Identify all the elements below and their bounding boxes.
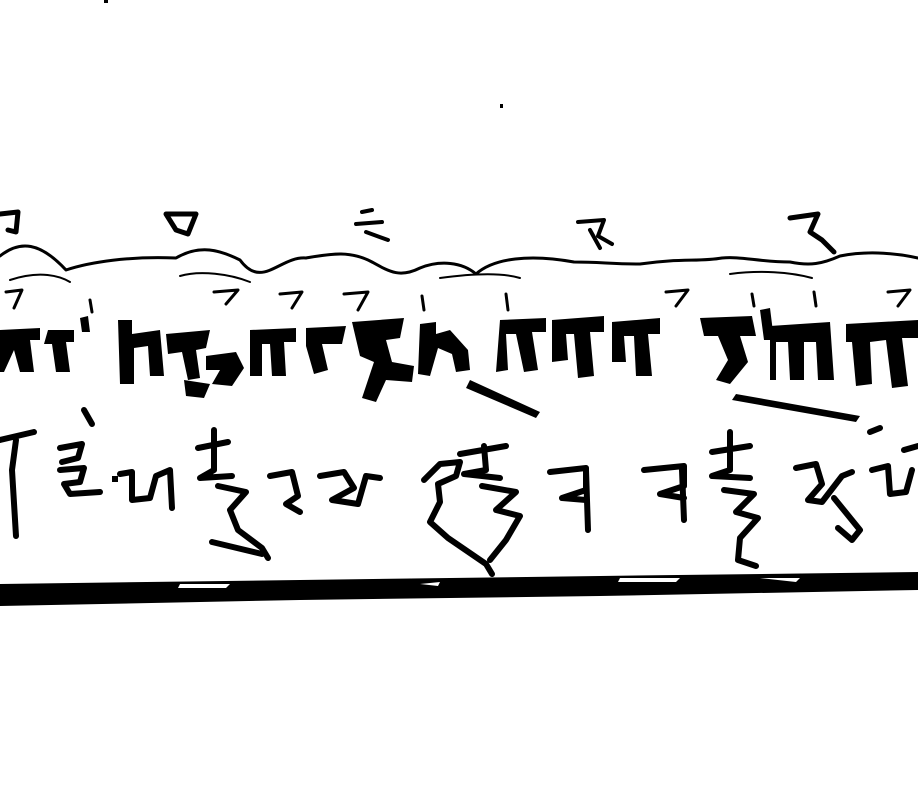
upper-glyph <box>44 316 90 372</box>
upper-glyph <box>352 318 414 402</box>
top-mark <box>356 210 388 240</box>
tsheg-mark <box>112 476 118 482</box>
speck <box>500 104 503 108</box>
upper-glyph <box>496 318 546 372</box>
upper-glyph <box>250 328 296 376</box>
lower-glyph <box>0 432 34 536</box>
lower-glyph <box>270 472 300 512</box>
top-mark <box>0 212 18 232</box>
upper-glyph <box>206 352 244 386</box>
upper-glyph <box>846 320 918 388</box>
upper-glyph <box>612 318 660 376</box>
lower-glyph <box>796 464 860 540</box>
lower-glyph <box>198 430 268 558</box>
top-mark <box>166 214 196 234</box>
upper-text-line <box>0 308 918 422</box>
top-marks-row <box>0 210 834 252</box>
upper-small-marks <box>6 290 910 312</box>
upper-glyph <box>0 328 40 372</box>
stray-specks <box>104 0 503 108</box>
upper-glyph <box>306 326 346 374</box>
upper-glyph <box>700 308 860 422</box>
lower-glyph <box>120 470 172 508</box>
upper-glyph <box>166 330 210 398</box>
upper-glyph <box>118 320 164 384</box>
lower-glyph <box>870 428 918 494</box>
top-mark <box>578 220 612 248</box>
lower-glyph <box>644 466 684 520</box>
lower-glyph <box>60 410 100 494</box>
vowel-curves <box>0 246 918 282</box>
lower-text-line <box>0 410 918 574</box>
lower-glyph <box>460 446 520 560</box>
upper-glyph <box>552 316 604 378</box>
top-mark <box>790 214 834 252</box>
lower-glyph <box>320 472 380 504</box>
lower-glyph <box>550 468 588 530</box>
leaf-bottom-border <box>0 572 918 606</box>
lower-glyph <box>712 432 758 566</box>
upper-glyph <box>770 322 834 380</box>
speck <box>104 0 108 3</box>
